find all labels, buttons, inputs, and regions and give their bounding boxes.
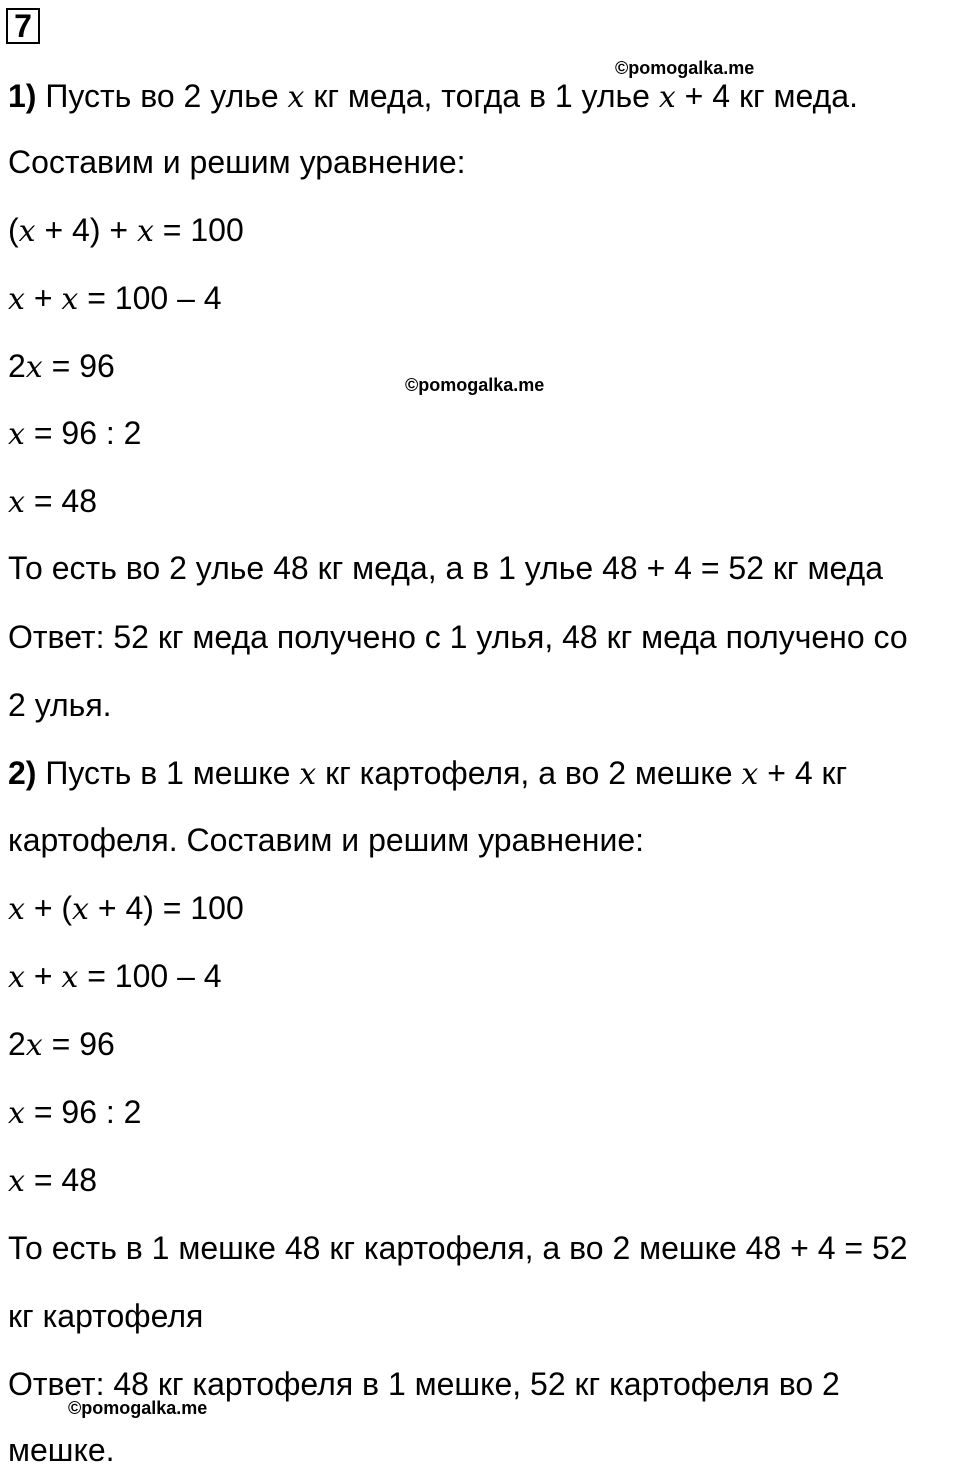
variable-x: x: [18, 214, 36, 249]
line-text: + 4) = 100: [88, 890, 244, 926]
variable-x: x: [299, 757, 317, 792]
solution-line: [8, 818, 644, 862]
line-text: Пусть во 2 улье: [36, 78, 288, 114]
line-text: 2: [8, 1026, 26, 1062]
solution-line: [8, 886, 244, 930]
solution-line: [8, 683, 112, 727]
solution-line: [8, 1294, 203, 1338]
solution-line: [8, 751, 847, 795]
line-text: +: [24, 958, 62, 994]
solution-line: [8, 1090, 141, 1134]
line-text: = 100: [153, 212, 244, 248]
line-text: + 4 кг: [758, 755, 848, 791]
variable-x: x: [72, 892, 89, 927]
line-text: Составим и решим уравнение:: [8, 144, 466, 180]
line-text: = 96: [42, 1026, 115, 1062]
line-text: = 96 : 2: [24, 415, 142, 451]
variable-x: x: [8, 282, 25, 317]
solution-line: [8, 276, 222, 320]
task-number-box: 7: [6, 8, 40, 44]
solution-line: [8, 1226, 908, 1270]
variable-x: x: [658, 80, 676, 115]
watermark: ©pomogalka.me: [68, 1398, 208, 1418]
solution-line: [8, 344, 115, 388]
line-text: + (: [24, 890, 73, 926]
line-text: кг меда, тогда в 1 улье: [304, 78, 659, 114]
solution-line: [8, 140, 466, 184]
solution-line: [8, 208, 244, 252]
variable-x: x: [8, 960, 25, 995]
watermark: ©pomogalka.me: [615, 58, 755, 78]
solution-line: [8, 74, 858, 118]
line-text: Ответ: 52 кг меда получено с 1 улья, 48 кг меда получено со: [8, 619, 908, 655]
variable-x: x: [61, 960, 79, 995]
line-text: 2 улья.: [8, 687, 112, 723]
variable-x: x: [8, 1164, 25, 1199]
variable-x: x: [8, 485, 25, 520]
line-text: кг картофеля: [8, 1298, 204, 1334]
line-text: Ответ: 48 кг картофеля в 1 мешке, 52 кг картофеля во 2: [8, 1366, 840, 1402]
line-text: (: [8, 212, 19, 248]
variable-x: x: [8, 417, 25, 452]
solution-line: [8, 954, 222, 998]
solution-line: [8, 1428, 115, 1472]
line-text: То есть в 1 мешке 48 кг картофеля, а во 2 мешке 48 + 4 = 52: [8, 1230, 908, 1266]
line-text: картофеля. Составим и решим уравнение:: [8, 822, 645, 858]
variable-x: x: [25, 1028, 43, 1063]
solution-line: [8, 615, 908, 659]
variable-x: x: [8, 1096, 25, 1131]
line-text: = 96: [42, 348, 115, 384]
line-text: = 100 – 4: [78, 958, 222, 994]
line-text: То есть во 2 улье 48 кг меда, а в 1 улье 48 + 4 = 52 кг меда: [8, 550, 884, 586]
line-text: +: [24, 280, 62, 316]
line-text: Пусть в 1 мешке: [36, 755, 300, 791]
solution-line: [8, 1158, 97, 1202]
solution-line: [8, 546, 883, 590]
solution-line: [8, 1362, 840, 1406]
solution-line: [8, 479, 97, 523]
line-text: = 96 : 2: [24, 1094, 142, 1130]
variable-x: x: [8, 892, 25, 927]
line-text: + 4) +: [35, 212, 137, 248]
line-text: 2: [8, 348, 26, 384]
variable-x: x: [25, 350, 43, 385]
variable-x: x: [287, 80, 305, 115]
line-text: кг картофеля, а во 2 мешке: [316, 755, 742, 791]
line-text: = 100 – 4: [78, 280, 222, 316]
line-text: = 48: [24, 1162, 97, 1198]
line-text: + 4 кг меда.: [675, 78, 858, 114]
solution-line: [8, 1022, 115, 1066]
solution-line: [8, 411, 141, 455]
part-label: 2): [8, 755, 37, 791]
part-label: 1): [8, 78, 37, 114]
watermark: ©pomogalka.me: [405, 375, 545, 395]
variable-x: x: [136, 214, 154, 249]
variable-x: x: [61, 282, 79, 317]
line-text: мешке.: [8, 1432, 115, 1468]
variable-x: x: [741, 757, 759, 792]
line-text: = 48: [24, 483, 97, 519]
